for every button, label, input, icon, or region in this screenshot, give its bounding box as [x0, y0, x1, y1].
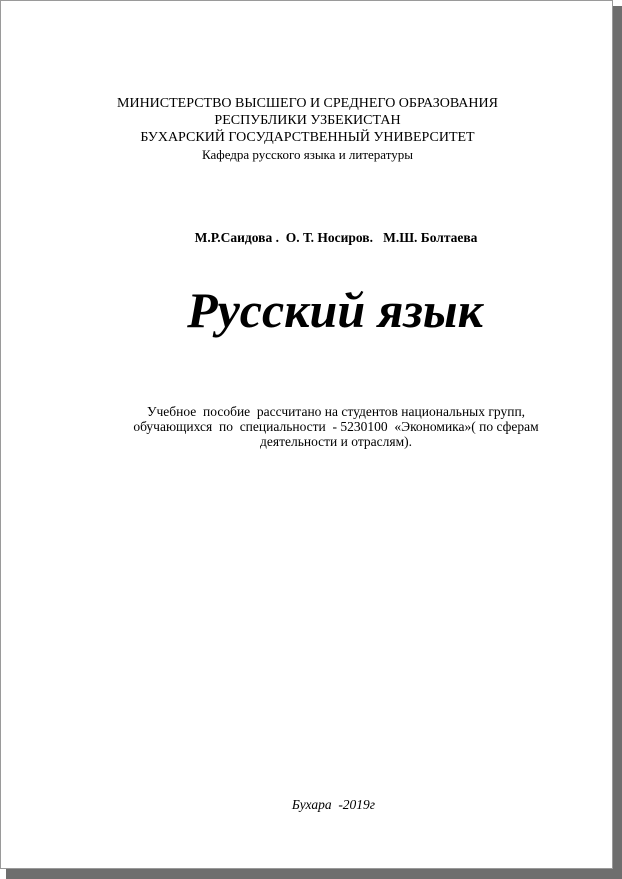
university-line: БУХАРСКИЙ ГОСУДАРСТВЕННЫЙ УНИВЕРСИТЕТ	[140, 130, 475, 145]
republic-line: РЕСПУБЛИКИ УЗБЕКИСТАН	[214, 113, 401, 128]
department-line: Кафедра русского языка и литературы	[202, 147, 413, 162]
description-line-3: деятельности и отраслям).	[260, 434, 412, 449]
ministry-line: МИНИСТЕРСТВО ВЫСШЕГО И СРЕДНЕГО ОБРАЗОВАНИЯ	[117, 96, 498, 111]
city-year: Бухара -2019г	[291, 797, 376, 812]
book-description	[1, 404, 622, 449]
authors: М.Р.Саидова . О. Т. Носиров. М.Ш. Болтаева	[194, 230, 478, 245]
description-line-2: обучающихся по специальности - 5230100 «Экономика»( по сферам	[133, 419, 539, 434]
page-shadow-bottom	[6, 869, 622, 879]
institution-header	[1, 95, 614, 163]
book-title: Русский язык	[187, 282, 483, 338]
description-line-1: Учебное пособие рассчитано на студентов национальных групп,	[146, 404, 526, 419]
